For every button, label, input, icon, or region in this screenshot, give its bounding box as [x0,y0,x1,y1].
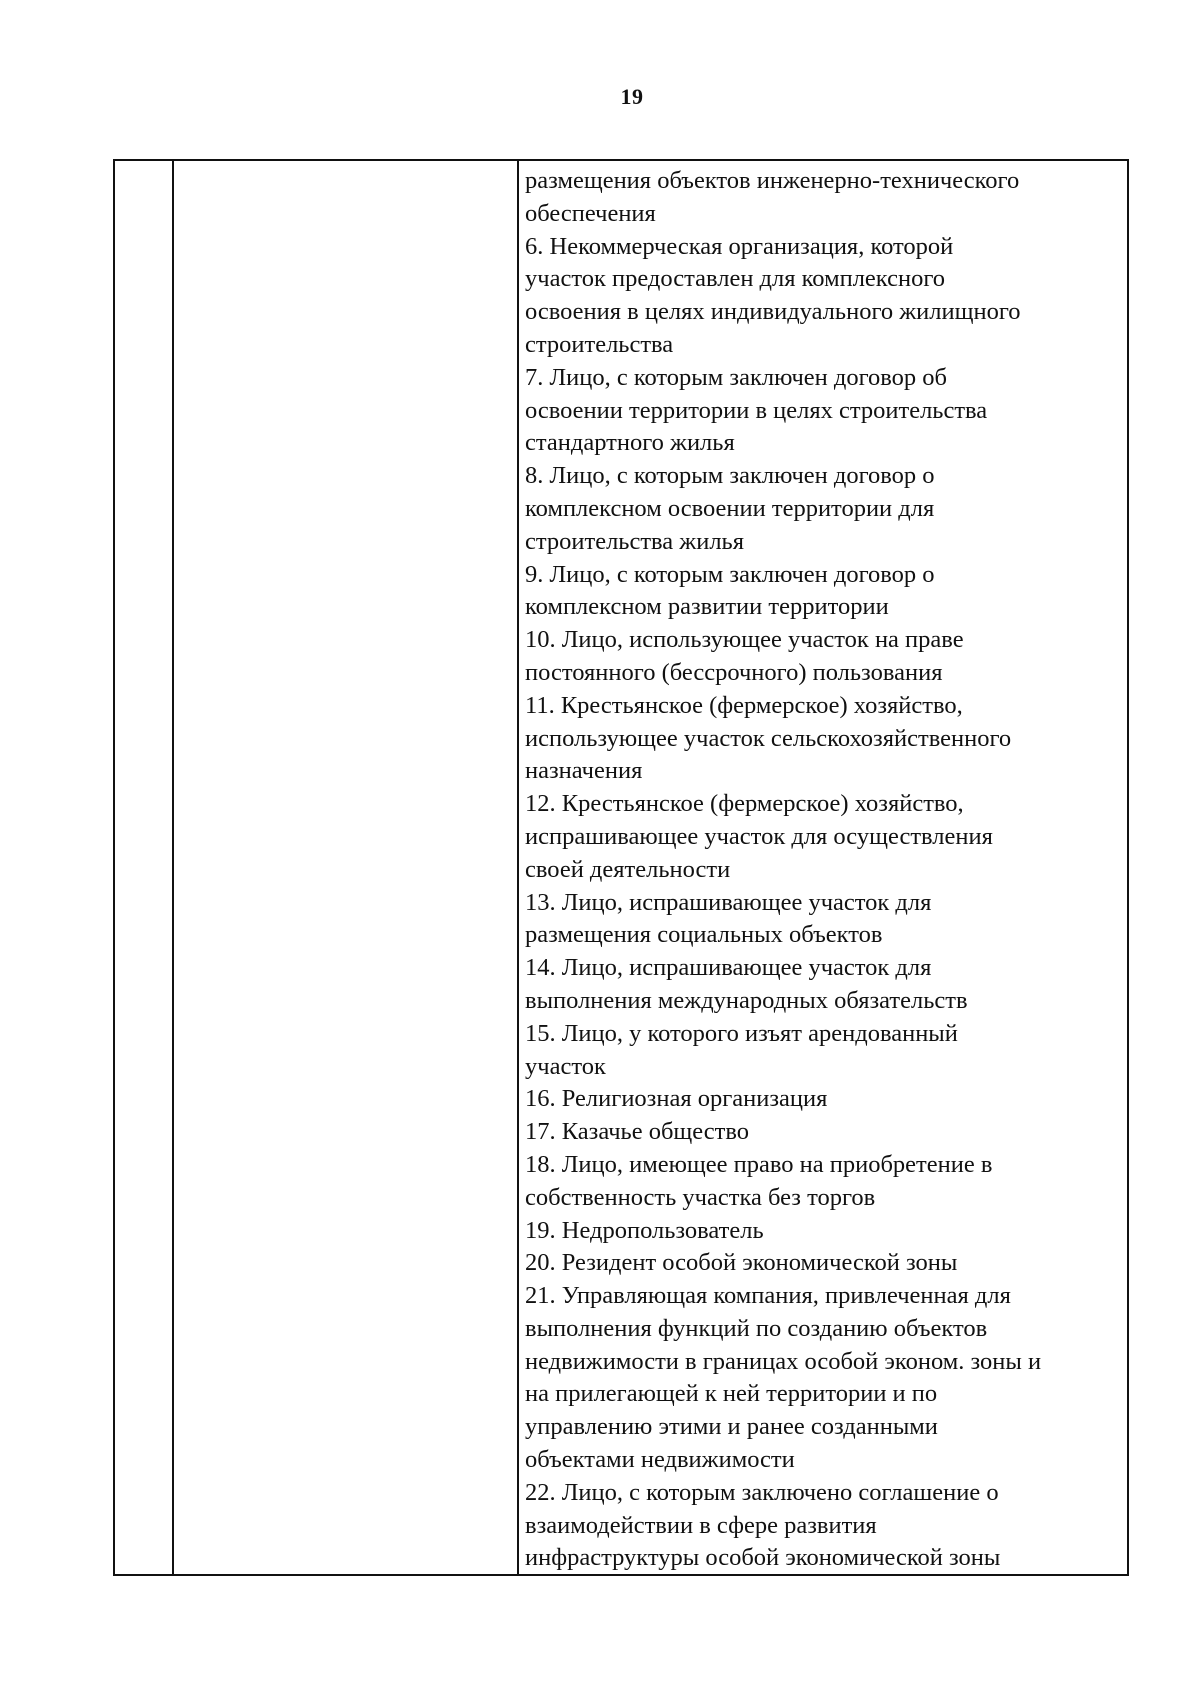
text-line: 15. Лицо, у которого изъят арендованный [525,1019,958,1047]
text-line: строительства [525,330,674,358]
text-line: освоении территории в целях строительства [525,396,988,424]
text-line: комплексном освоении территории для [525,494,935,522]
text-line: своей деятельности [525,855,731,883]
text-line: 18. Лицо, имеющее право на приобретение в [525,1150,993,1178]
text-line: 20. Резидент особой экономической зоны [525,1249,958,1277]
text-line: 7. Лицо, с которым заключен договор об [525,363,948,391]
text-line: 19. Недропользователь [525,1216,764,1244]
text-line: управлению этими и ранее созданными [525,1413,938,1441]
text-line: 10. Лицо, использующее участок на праве [525,626,964,654]
text-line: обеспечения [525,199,656,227]
column-divider [172,161,174,1574]
text-line: назначения [525,757,643,785]
text-line: использующее участок сельскохозяйственного [525,724,1012,752]
text-line: 8. Лицо, с которым заключен договор о [525,462,935,490]
text-line: постоянного (бессрочного) пользования [525,658,943,686]
text-line: на прилегающей к ней территории и по [525,1380,938,1408]
text-line: 6. Некоммерческая организация, которой [525,232,954,260]
text-line: 16. Религиозная организация [525,1085,828,1113]
document-table [113,159,1129,1576]
text-line: размещения социальных объектов [525,921,883,949]
text-line: участок предоставлен для комплексного [525,265,946,293]
text-line: инфраструктуры особой экономической зоны [525,1544,1001,1572]
text-line: собственность участка без торгов [525,1183,876,1211]
text-line: 13. Лицо, испрашивающее участок для [525,888,932,916]
text-line: 14. Лицо, испрашивающее участок для [525,954,932,982]
text-line: выполнения международных обязательств [525,986,968,1014]
text-line: недвижимости в границах особой эконом. зоны и [525,1347,1042,1375]
text-line: стандартного жилья [525,429,735,457]
text-line: 9. Лицо, с которым заключен договор о [525,560,935,588]
page-number: 19 [620,84,644,109]
text-line: объектами недвижимости [525,1446,795,1474]
text-line: комплексном развитии территории [525,593,889,621]
text-line: 17. Казачье общество [525,1118,750,1146]
text-line: строительства жилья [525,527,745,555]
applicant-list-cell [525,165,1127,1575]
text-line: 12. Крестьянское (фермерское) хозяйство, [525,790,964,818]
text-line: испрашивающее участок для осуществления [525,822,993,850]
text-line: 22. Лицо, с которым заключено соглашение о [525,1478,999,1506]
column-divider [517,161,519,1574]
text-line: выполнения функций по созданию объектов [525,1314,988,1342]
text-line: участок [525,1052,606,1080]
text-line: 11. Крестьянское (фермерское) хозяйство, [525,691,963,719]
text-line: размещения объектов инженерно-технического [525,167,1020,194]
text-line: взаимодействии в сфере развития [525,1511,877,1539]
text-line: освоения в целях индивидуального жилищного [525,298,1021,326]
text-line: 21. Управляющая компания, привлеченная для [525,1282,1011,1310]
